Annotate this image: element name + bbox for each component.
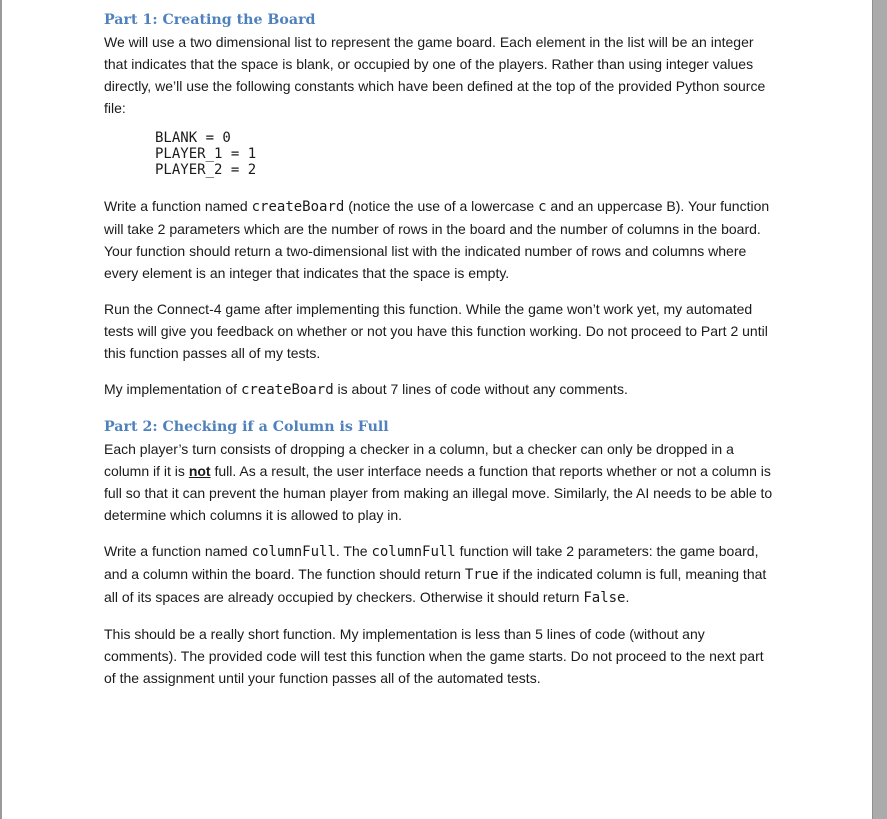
text-run: Each player’s turn consists of dropping a checker in a column, but a checker can only be dropped in a column if it is (104, 441, 734, 479)
text-run: full. As a result, the user interface needs a function that reports whether or not a column is full so that it can prevent the human player from making an illegal move. Similarly, the AI needs to be able to determine which columns it is allowed to play in. (104, 463, 773, 523)
char-lowercase-c: c (538, 199, 547, 215)
char-uppercase-b: B (666, 198, 676, 214)
constant-player-2: PLAYER_2 = 2 (155, 162, 257, 178)
fn-column-full-ref: columnFull (371, 544, 456, 560)
part2-heading: Part 2: Checking if a Column is Full (104, 419, 389, 435)
text-run: . The (335, 543, 372, 559)
constant-player-1: PLAYER_1 = 1 (155, 146, 257, 162)
part1-impl-paragraph (104, 378, 774, 401)
part2-write-paragraph (104, 540, 774, 609)
right-gutter (872, 0, 887, 819)
part1-run-paragraph: Run the Connect-4 game after implementing this function. While the game won’t work yet, my automated tests will give you feedback on whether or not you have this function working. Do not proceed to Part 2 until this function passes all of my tests. (104, 301, 768, 361)
text-run: (notice the use of a lowercase (344, 198, 539, 214)
text-run: if the indicated column is full, meaning that all of its spaces are already occupied by checkers. Otherwise it should return (104, 566, 767, 605)
text-run: function will take 2 parameters: the game board, and a column within the board. The function should return (104, 543, 759, 582)
text-run: Write a function named (104, 198, 252, 214)
fn-create-board: createBoard (251, 199, 345, 215)
emphasis-not: not (188, 463, 211, 479)
text-run: Write a function named (104, 543, 252, 559)
text-run: ). Your function will take 2 parameters which are the number of rows in the board and the number of columns in the board. Your function should return a two-dimensional list with the indicated number of rows and columns where every element is an integer that indicates that the space is empty. (104, 198, 770, 281)
part2-intro (104, 438, 774, 526)
text-run: and an uppercase (546, 198, 667, 214)
text-run: . (625, 589, 630, 605)
text-run: My implementation of (104, 381, 241, 397)
text-run: is about 7 lines of code without any comments. (333, 381, 628, 397)
constants-code-block (155, 130, 774, 178)
part2-short-paragraph: This should be a really short function. My implementation is less than 5 lines of code (without any comments). The provided code will test this function when the game starts. Do not proceed to the next part of the assignment until your function passes all of the automated tests. (104, 626, 764, 686)
document-page (104, 0, 774, 689)
fn-create-board-ref: createBoard (240, 382, 334, 398)
part1-heading: Part 1: Creating the Board (104, 12, 316, 28)
constant-blank: BLANK = 0 (155, 130, 231, 146)
part1-intro: We will use a two dimensional list to represent the game board. Each element in the list will be an integer that indicates that the space is blank, or occupied by one of the players. Rather than using integer values directly, we’ll use the following constants which have been defined at the top of the provided Python source file: (104, 34, 766, 116)
keyword-false: False (583, 590, 626, 606)
keyword-true: True (464, 567, 499, 583)
part1-write-paragraph (104, 195, 774, 284)
fn-column-full: columnFull (251, 544, 336, 560)
page-left-edge (0, 0, 2, 819)
